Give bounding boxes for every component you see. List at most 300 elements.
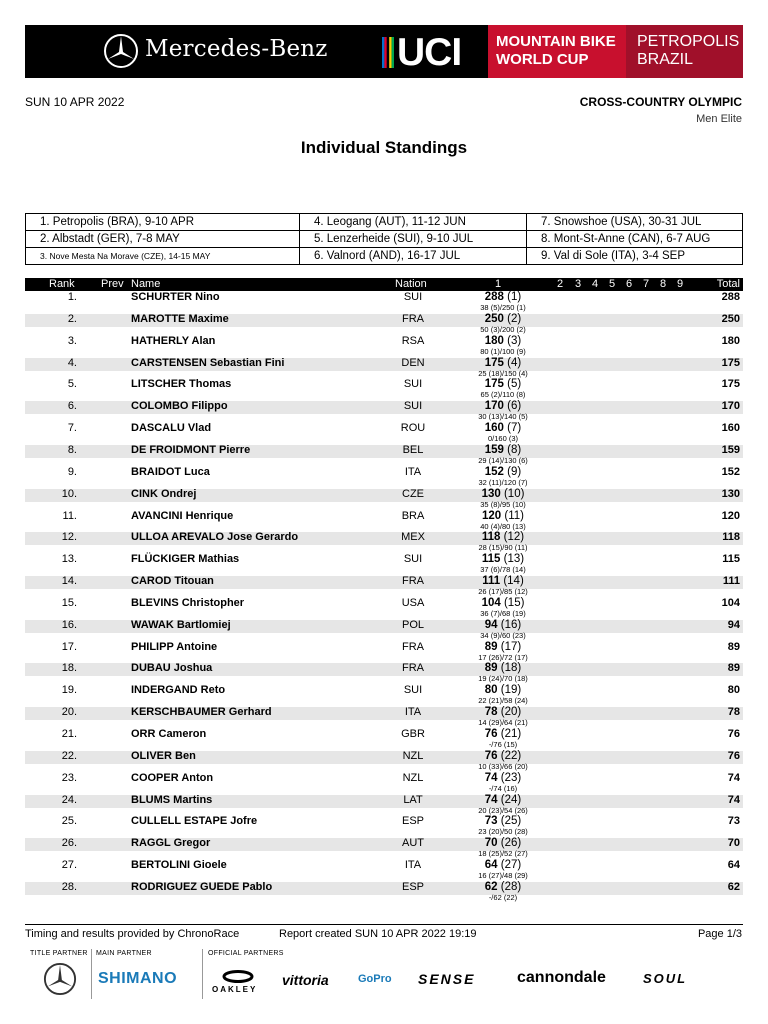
total-points: 159	[721, 444, 740, 456]
round1-points	[473, 444, 533, 456]
rank: 6.	[67, 400, 77, 412]
round-cell: 3. Nove Mesta Na Morave (CZE), 14-15 MAY	[26, 248, 300, 265]
standings-row	[25, 400, 743, 422]
round1-points	[473, 794, 533, 806]
vittoria-logo: vittoria	[282, 972, 329, 988]
position: (23)	[500, 772, 522, 784]
rank: 10.	[61, 488, 77, 500]
points: 160	[484, 422, 504, 434]
standings-row	[25, 444, 743, 466]
rider-name: INDERGAND Reto	[131, 684, 226, 696]
position: (2)	[507, 313, 522, 325]
nation: USA	[401, 597, 425, 609]
position: (18)	[500, 662, 522, 674]
points-detail: 16 (27)/48 (29)	[478, 871, 528, 880]
nation: GBR	[401, 728, 425, 740]
round1-points	[473, 881, 533, 893]
round-cell: 5. Lenzerheide (SUI), 9-10 JUL	[300, 231, 527, 248]
col-total: Total	[716, 278, 740, 290]
nation: ROU	[400, 422, 426, 434]
rank: 9.	[67, 466, 77, 478]
points: 62	[484, 881, 498, 893]
standings-row	[25, 641, 743, 663]
rider-name: WAWAK Bartlomiej	[131, 619, 231, 631]
total-points: 76	[727, 750, 740, 762]
nation: FRA	[402, 575, 424, 587]
points-detail: 25 (18)/150 (4)	[478, 369, 528, 378]
points: 130	[481, 488, 501, 500]
rank: 3.	[67, 335, 77, 347]
position: (21)	[500, 728, 522, 740]
points-detail: -/74 (16)	[488, 784, 518, 793]
round1-points	[473, 531, 533, 543]
rank: 7.	[67, 422, 77, 434]
nation: SUI	[403, 684, 423, 696]
col-r2: 2	[557, 278, 564, 290]
standings-row	[25, 291, 743, 313]
standings-row	[25, 662, 743, 684]
nation: BEL	[402, 444, 424, 456]
rank: 11.	[62, 510, 77, 522]
position: (27)	[500, 859, 522, 871]
col-r1: 1	[495, 278, 502, 290]
points: 175	[484, 378, 504, 390]
rank: 17.	[61, 641, 77, 653]
rounds-row	[26, 248, 743, 265]
total-points: 120	[721, 510, 740, 522]
points: 80	[484, 684, 498, 696]
points-detail: 0/160 (3)	[487, 434, 519, 443]
total-points: 89	[727, 662, 740, 674]
points-detail: 19 (24)/70 (18)	[478, 674, 528, 683]
report-created: Report created SUN 10 APR 2022 19:19	[279, 928, 477, 940]
nation: LAT	[403, 794, 423, 806]
rider-name: CINK Ondrej	[131, 488, 197, 500]
partner-divider	[202, 949, 203, 999]
rank: 23.	[61, 772, 77, 784]
rounds-table	[25, 213, 743, 265]
rider-name: BRAIDOT Luca	[131, 466, 210, 478]
points-detail: 34 (9)/60 (23)	[480, 631, 526, 640]
round-cell: 9. Val di Sole (ITA), 3-4 SEP	[527, 248, 743, 265]
rider-name: OLIVER Ben	[131, 750, 196, 762]
rank: 27.	[61, 859, 77, 871]
round1-points	[473, 859, 533, 871]
round1-points	[473, 684, 533, 696]
official-partners-label: OFFICIAL PARTNERS	[208, 950, 284, 957]
position: (19)	[500, 684, 522, 696]
points-detail: 38 (5)/250 (1)	[480, 303, 526, 312]
rider-name: COLOMBO Filippo	[131, 400, 228, 412]
rank: 8.	[67, 444, 77, 456]
points-detail: 23 (20)/50 (28)	[478, 827, 528, 836]
col-r5: 5	[609, 278, 616, 290]
rider-name: BERTOLINI Gioele	[131, 859, 227, 871]
nation: AUT	[402, 837, 424, 849]
round1-points	[473, 335, 533, 347]
round-cell: 7. Snowshoe (USA), 30-31 JUL	[527, 214, 743, 231]
round1-points	[473, 466, 533, 478]
total-points: 104	[721, 597, 740, 609]
standings-row	[25, 422, 743, 444]
total-points: 62	[727, 881, 740, 893]
nation: FRA	[402, 662, 424, 674]
position: (16)	[500, 619, 522, 631]
points-detail: 20 (23)/54 (26)	[478, 806, 528, 815]
total-points: 74	[727, 794, 740, 806]
col-rank: Rank	[49, 278, 75, 290]
position: (24)	[500, 794, 522, 806]
total-points: 73	[727, 815, 740, 827]
header-banner	[25, 25, 743, 78]
rank: 24.	[61, 794, 77, 806]
nation: MEX	[401, 531, 425, 543]
footer-divider	[25, 924, 743, 925]
rider-name: SCHURTER Nino	[131, 291, 220, 303]
standings-row	[25, 728, 743, 750]
standings-row	[25, 335, 743, 357]
shimano-logo: SHIMANO	[98, 970, 178, 987]
nation: POL	[401, 619, 424, 631]
round1-points	[473, 357, 533, 369]
round-cell: 4. Leogang (AUT), 11-12 JUN	[300, 214, 527, 231]
points: 89	[484, 641, 498, 653]
nation: NZL	[402, 750, 424, 762]
total-points: 118	[722, 531, 740, 543]
points: 170	[484, 400, 504, 412]
standings-row	[25, 553, 743, 575]
rider-name: RODRIGUEZ GUEDE Pablo	[131, 881, 273, 893]
total-points: 175	[721, 378, 740, 390]
position: (28)	[500, 881, 522, 893]
points: 159	[484, 444, 504, 456]
total-points: 175	[721, 357, 740, 369]
round1-points	[473, 750, 533, 762]
points-detail: 14 (29)/64 (21)	[478, 718, 528, 727]
total-points: 180	[721, 335, 740, 347]
points-detail: 32 (11)/120 (7)	[478, 478, 528, 487]
round1-points	[473, 575, 533, 587]
nation: ITA	[404, 466, 422, 478]
rank: 26.	[61, 837, 77, 849]
nation: DEN	[401, 357, 425, 369]
points-detail: 35 (8)/95 (10)	[480, 500, 526, 509]
rank: 15.	[61, 597, 77, 609]
round1-points	[473, 488, 533, 500]
rider-name: DUBAU Joshua	[131, 662, 213, 674]
venue-title: PETROPOLIS BRAZIL	[626, 25, 743, 78]
points: 78	[484, 706, 498, 718]
col-r4: 4	[592, 278, 599, 290]
position: (3)	[507, 335, 522, 347]
points-detail: 36 (7)/68 (19)	[480, 609, 526, 618]
partner-divider	[91, 949, 92, 999]
rider-name: LITSCHER Thomas	[131, 378, 232, 390]
nation: BRA	[401, 510, 425, 522]
round-cell: 6. Valnord (AND), 16-17 JUL	[300, 248, 527, 265]
nation: ITA	[404, 859, 422, 871]
standings-row	[25, 466, 743, 488]
total-points: 89	[727, 641, 740, 653]
col-prev: Prev	[101, 278, 124, 290]
col-r3: 3	[575, 278, 582, 290]
cannondale-logo: cannondale	[517, 969, 606, 986]
rank: 5.	[67, 378, 77, 390]
mercedes-star-icon	[103, 33, 139, 69]
rider-name: BLUMS Martins	[131, 794, 213, 806]
round1-points	[473, 400, 533, 412]
rank: 20.	[61, 706, 77, 718]
nation: SUI	[403, 553, 423, 565]
standings-row	[25, 706, 743, 728]
round1-points	[473, 619, 533, 631]
standings-row	[25, 750, 743, 772]
points: 115	[481, 553, 501, 565]
points-detail: 50 (3)/200 (2)	[480, 325, 526, 334]
rider-name: CULLELL ESTAPE Jofre	[131, 815, 258, 827]
points: 120	[482, 510, 502, 522]
points-detail: 80 (1)/100 (9)	[480, 347, 526, 356]
gopro-logo: GoPro	[358, 973, 392, 985]
rank: 28.	[61, 881, 77, 893]
points: 94	[484, 619, 498, 631]
position: (20)	[500, 706, 522, 718]
position: (10)	[503, 488, 525, 500]
points: 64	[484, 859, 498, 871]
mercedes-partner-logo-icon	[43, 962, 77, 996]
position: (17)	[500, 641, 522, 653]
title-partner-label: TITLE PARTNER	[30, 950, 88, 957]
nation: ESP	[401, 815, 424, 827]
round1-points	[473, 313, 533, 325]
rider-name: AVANCINI Henrique	[131, 510, 234, 522]
nation: CZE	[402, 488, 424, 500]
points-detail: 18 (25)/52 (27)	[478, 849, 528, 858]
standings-row	[25, 837, 743, 859]
standings-row	[25, 575, 743, 597]
rank: 14.	[61, 575, 77, 587]
round1-points	[473, 772, 533, 784]
total-points: 76	[727, 728, 740, 740]
points: 76	[484, 728, 498, 740]
nation: ITA	[404, 706, 422, 718]
col-r9: 9	[677, 278, 684, 290]
uci-logo: UCI	[397, 31, 462, 74]
rider-name: PHILIPP Antoine	[131, 641, 218, 653]
round1-points	[473, 662, 533, 674]
position: (9)	[507, 466, 522, 478]
points-detail: -/62 (22)	[488, 893, 518, 902]
standings-row	[25, 378, 743, 400]
position: (1)	[507, 291, 522, 303]
position: (8)	[507, 444, 522, 456]
standings-row	[25, 531, 743, 553]
total-points: 170	[721, 400, 740, 412]
rank: 25.	[61, 815, 77, 827]
main-partner-label: MAIN PARTNER	[96, 950, 152, 957]
rider-name: CAROD Titouan	[131, 575, 214, 587]
total-points: 130	[721, 488, 740, 500]
sense-logo: SENSE	[418, 971, 476, 987]
position: (22)	[500, 750, 522, 762]
rank: 18.	[61, 662, 77, 674]
standings-row	[25, 815, 743, 837]
rider-name: FLÜCKIGER Mathias	[131, 553, 240, 565]
round1-points	[473, 597, 533, 609]
position: (14)	[503, 575, 524, 587]
total-points: 160	[721, 422, 740, 434]
rank: 4.	[67, 357, 77, 369]
points: 74	[484, 794, 498, 806]
total-points: 78	[727, 706, 740, 718]
position: (13)	[503, 553, 525, 565]
rounds-row	[26, 214, 743, 231]
nation: ESP	[401, 881, 424, 893]
round1-points	[473, 837, 533, 849]
position: (12)	[503, 531, 525, 543]
event-discipline: CROSS-COUNTRY OLYMPIC	[579, 95, 742, 109]
rider-name: DASCALU Vlad	[131, 422, 212, 434]
total-points: 288	[721, 291, 740, 303]
standings-row	[25, 488, 743, 510]
rider-name: RAGGL Gregor	[131, 837, 211, 849]
standings-header	[25, 278, 743, 291]
points: 70	[484, 837, 498, 849]
rank: 1.	[67, 291, 77, 303]
points-detail: 29 (14)/130 (6)	[478, 456, 528, 465]
rank: 12.	[61, 531, 77, 543]
points-detail: 28 (15)/90 (11)	[478, 543, 528, 552]
nation: FRA	[402, 313, 424, 325]
position: (15)	[503, 597, 525, 609]
page-title: Individual Standings	[300, 138, 468, 157]
points: 74	[484, 772, 498, 784]
oakley-logo: OAKLEY	[212, 985, 258, 994]
standings-row	[25, 357, 743, 379]
rider-name: DE FROIDMONT Pierre	[131, 444, 251, 456]
page-number: Page 1/3	[697, 928, 742, 940]
points: 152	[484, 466, 504, 478]
standings-row	[25, 881, 743, 903]
standings-row	[25, 313, 743, 335]
rider-name: HATHERLY Alan	[131, 335, 216, 347]
standings-row	[25, 684, 743, 706]
total-points: 111	[722, 575, 740, 587]
event-category: Men Elite	[696, 113, 742, 125]
points-detail: 40 (4)/80 (13)	[480, 522, 526, 531]
points: 250	[484, 313, 504, 325]
rank: 16.	[61, 619, 77, 631]
total-points: 152	[721, 466, 740, 478]
total-points: 94	[727, 619, 740, 631]
rank: 13.	[61, 553, 77, 565]
standings-row	[25, 772, 743, 794]
position: (7)	[507, 422, 522, 434]
timing-credit: Timing and results provided by ChronoRace	[25, 928, 240, 940]
points: 76	[484, 750, 498, 762]
round1-points	[473, 378, 533, 390]
nation: NZL	[402, 772, 424, 784]
points: 89	[484, 662, 498, 674]
total-points: 64	[727, 859, 740, 871]
rank: 2.	[67, 313, 77, 325]
points: 73	[484, 815, 498, 827]
standings-row	[25, 794, 743, 816]
points-detail: 10 (33)/66 (20)	[478, 762, 528, 771]
points-detail: 30 (13)/140 (5)	[478, 412, 528, 421]
rank: 19.	[61, 684, 77, 696]
round1-points	[473, 422, 533, 434]
rider-name: KERSCHBAUMER Gerhard	[131, 706, 272, 718]
rider-name: ORR Cameron	[131, 728, 207, 740]
col-r7: 7	[643, 278, 650, 290]
points-detail: -/76 (15)	[488, 740, 518, 749]
points: 175	[484, 357, 504, 369]
round-cell: 8. Mont-St-Anne (CAN), 6-7 AUG	[527, 231, 743, 248]
position: (6)	[507, 400, 522, 412]
round1-points	[473, 728, 533, 740]
rank: 21.	[61, 728, 77, 740]
points-detail: 22 (21)/58 (24)	[478, 696, 528, 705]
position: (25)	[500, 815, 522, 827]
position: (5)	[507, 378, 522, 390]
round1-points	[473, 553, 533, 565]
rounds-row	[26, 231, 743, 248]
nation: FRA	[402, 641, 424, 653]
round1-points	[473, 706, 533, 718]
points-detail: 26 (17)/85 (12)	[478, 587, 528, 596]
points: 118	[481, 531, 501, 543]
rider-name: COOPER Anton	[131, 772, 214, 784]
position: (11)	[504, 510, 524, 522]
total-points: 80	[727, 684, 740, 696]
series-title: MOUNTAIN BIKE WORLD CUP	[488, 25, 626, 78]
standings-row	[25, 859, 743, 881]
position: (4)	[507, 357, 522, 369]
total-points: 250	[721, 313, 740, 325]
total-points: 70	[727, 837, 740, 849]
round1-points	[473, 815, 533, 827]
standings-row	[25, 619, 743, 641]
points-detail: 17 (26)/72 (17)	[478, 653, 528, 662]
points: 111	[482, 575, 501, 587]
points: 180	[484, 335, 504, 347]
nation: SUI	[403, 400, 423, 412]
nation: RSA	[401, 335, 425, 347]
uci-rainbow-stripes	[382, 37, 394, 68]
standings-row	[25, 597, 743, 619]
points: 104	[481, 597, 501, 609]
rider-name: BLEVINS Christopher	[131, 597, 245, 609]
col-r6: 6	[626, 278, 633, 290]
round-cell: 1. Petropolis (BRA), 9-10 APR	[26, 214, 300, 231]
oakley-ellipse-icon	[222, 970, 254, 983]
points-detail: 65 (2)/110 (8)	[480, 390, 526, 399]
rank: 22.	[61, 750, 77, 762]
round1-points	[473, 510, 533, 522]
round-cell: 2. Albstadt (GER), 7-8 MAY	[26, 231, 300, 248]
position: (26)	[500, 837, 522, 849]
rider-name: ULLOA AREVALO Jose Gerardo	[131, 531, 299, 543]
col-name: Name	[131, 278, 161, 290]
event-date: SUN 10 APR 2022	[25, 95, 125, 109]
round1-points	[473, 291, 533, 303]
nation: SUI	[403, 291, 423, 303]
soul-logo: SOUL	[643, 971, 688, 986]
rider-name: MAROTTE Maxime	[131, 313, 229, 325]
standings-row	[25, 510, 743, 532]
round1-points	[473, 641, 533, 653]
